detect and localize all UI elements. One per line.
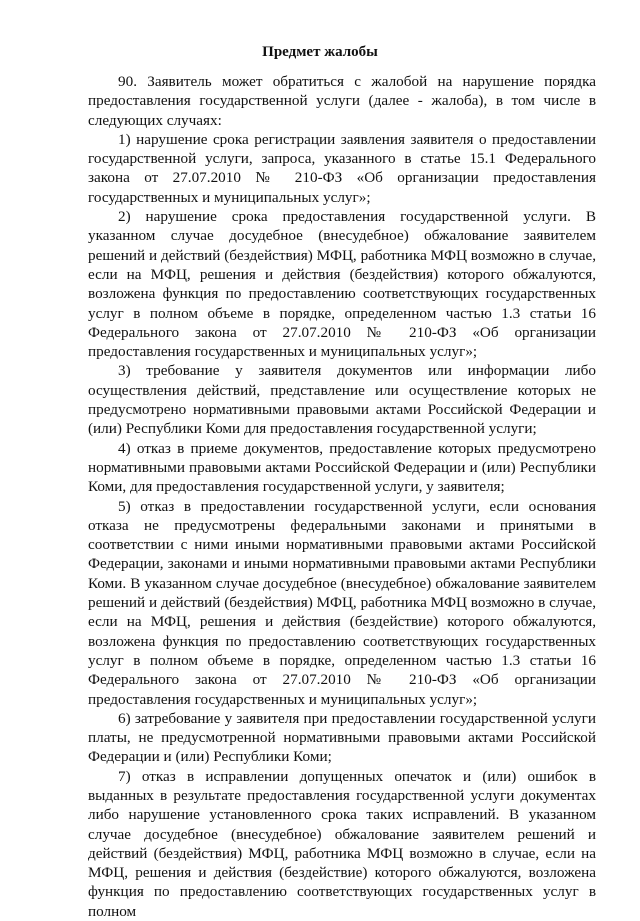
paragraph-item-6: 6) затребование у заявителя при предоставлении государственной услуги платы, не предусмотренной нормативными правовыми актами Российской Федерации и (или) Республики Коми;: [88, 709, 596, 766]
paragraph-item-1: 1) нарушение срока регистрации заявления заявителя о предоставлении государственной услуги, запроса, указанного в статье 15.1 Федерального закона от 27.07.2010 № 210-ФЗ «Об организации предоставления государственных и муниципальных услуг»;: [88, 130, 596, 206]
paragraph-90-intro: 90. Заявитель может обратиться с жалобой на нарушение порядка предоставления государственной услуги (далее - жалоба), в том числе в следующих случаях:: [88, 73, 596, 129]
paragraph-item-4: 4) отказ в приеме документов, предоставление которых предусмотрено нормативными правовыми актами Российской Федерации и (или) Республики Коми, для предоставления государственной услуги, у заявителя;: [88, 439, 596, 496]
paragraph-item-2: 2) нарушение срока предоставления государственной услуги. В указанном случае досудебное (внесудебное) обжалование заявителем решений и действий (бездействия) МФЦ, работника МФЦ возможно в случае, если на МФЦ, решения и действия (бездействия) которого обжалуются, возложена функция по предоставлению соответствующих государственных услуг в полном объеме в порядке, определенном частью 1.3 статьи 16 Федерального закона от 27.07.2010 № 210-ФЗ «Об организации предоставления государственных и муниципальных услуг»;: [88, 208, 596, 361]
section-title: Предмет жалобы: [262, 44, 378, 60]
paragraph-item-5: 5) отказ в предоставлении государственной услуги, если основания отказа не предусмотрены федеральными законами и принятыми в соответствии с ними иными нормативными правовыми актами Российской Федерации, законами и иными нормативными правовыми актами Республики Коми. В указанном случае досудебное (внесудебное) обжалование заявителем решений и действий (бездействия) МФЦ, работника МФЦ возможно в случае, если на МФЦ, решения и действия (бездействие) которого обжалуются, возложена функция по предоставлению соответствующих государственных услуг в полном объеме в порядке, определенном частью 1.3 статьи 16 Федерального закона от 27.07.2010 № 210-ФЗ «Об организации предоставления государственных и муниципальных услуг»;: [88, 497, 596, 708]
paragraph-item-7: 7) отказ в исправлении допущенных опечаток и (или) ошибок в выданных в результате предоставления государственной услуги документах либо нарушение установленного срока таких исправлений. В указанном случае досудебное (внесудебное) обжалование заявителем решений и действий (бездействия) МФЦ, работника МФЦ возможно в случае, если на МФЦ, решения и действия (бездействие) которого обжалуются, возложена функция по предоставлению соответствующих государственных услуг в полном: [88, 767, 596, 920]
document-body: [88, 72, 596, 921]
paragraph-item-3: 3) требование у заявителя документов или информации либо осуществления действий, представление или осуществление которых не предусмотрено нормативными правовыми актами Российской Федерации и (или) Республики Коми для предоставления государственной услуги;: [88, 362, 596, 438]
